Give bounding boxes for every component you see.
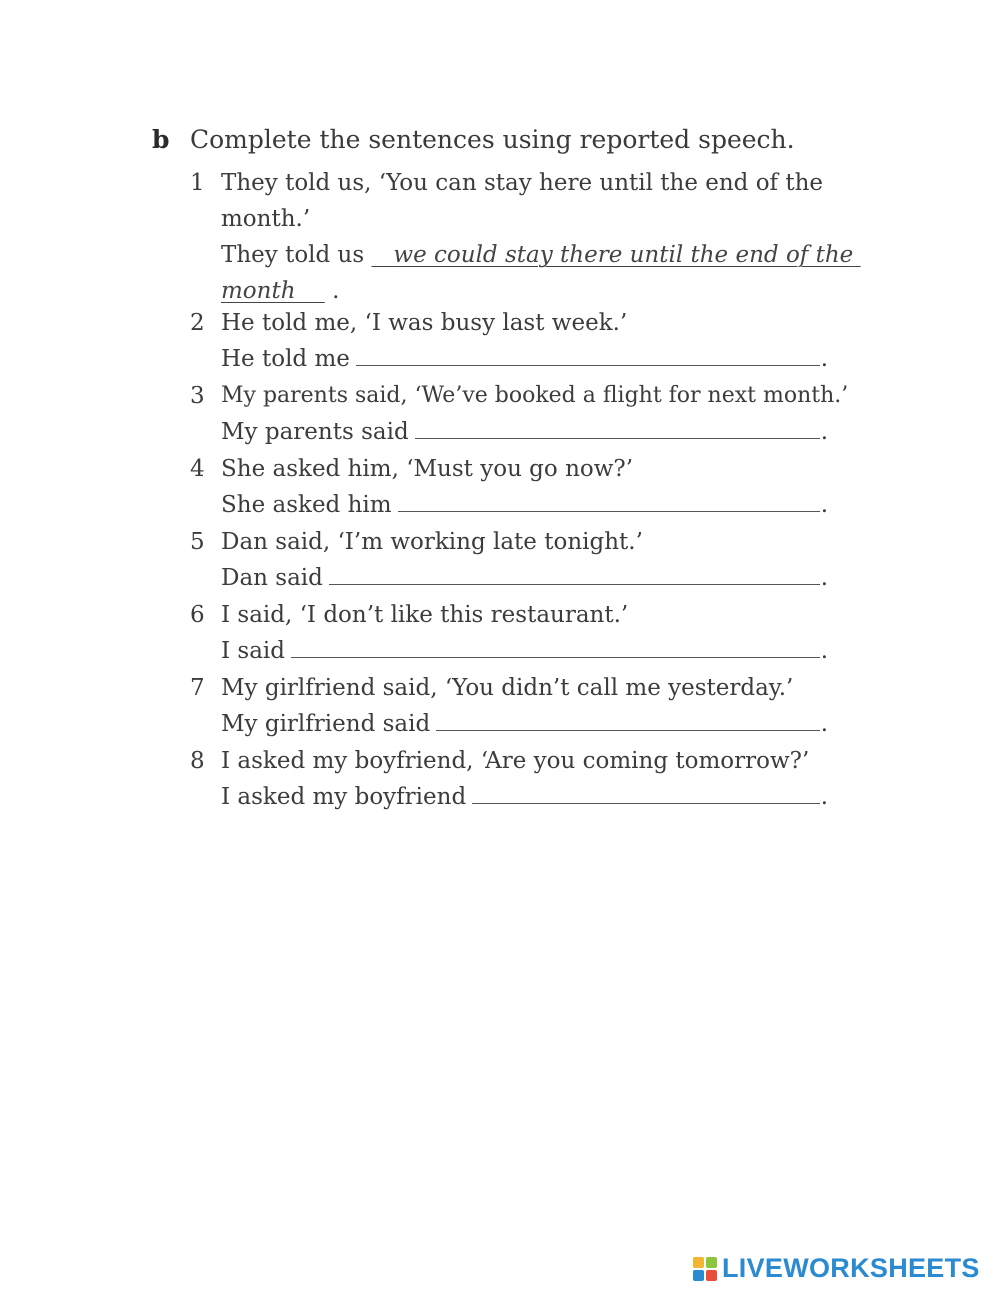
- item-stem: I said: [221, 638, 285, 664]
- answer-blank-4[interactable]: [398, 487, 820, 512]
- item-period: .: [820, 492, 828, 518]
- item-prompt: My parents said, ‘We’ve booked a flight for next month.’: [221, 383, 849, 408]
- item-prompt: My girlfriend said, ‘You didn’t call me yesterday.’: [221, 675, 794, 701]
- exercise-heading: [152, 120, 795, 160]
- exercise-item-1: [190, 165, 854, 309]
- item-period: .: [820, 711, 828, 737]
- item-number: 5: [190, 529, 205, 555]
- brand-name: LIVEWORKSHEETS: [722, 1253, 980, 1283]
- item-stem: I asked my boyfriend: [221, 784, 467, 810]
- item-prompt: He told me, ‘I was busy last week.’: [221, 310, 628, 336]
- item-prompt-continued: month.’: [221, 206, 311, 232]
- item-prompt: She asked him, ‘Must you go now?’: [221, 456, 634, 482]
- item-number: 8: [190, 748, 205, 774]
- item-number: 3: [190, 383, 205, 409]
- answer-blank-8[interactable]: [472, 779, 820, 804]
- item-number: 6: [190, 602, 205, 628]
- answer-blank-7[interactable]: [436, 706, 819, 731]
- exercise-item-2: [190, 305, 840, 377]
- exercise-item-8: [190, 743, 840, 815]
- example-answer-line-1: [221, 237, 861, 273]
- item-period: .: [820, 784, 828, 810]
- exercise-item-3: [190, 378, 849, 450]
- item-stem: Dan said: [221, 565, 323, 591]
- exercise-item-4: [190, 451, 840, 523]
- exercise-instruction: Complete the sentences using reported speech.: [190, 125, 795, 154]
- logo-square-icon: [693, 1257, 704, 1268]
- logo-square-icon: [706, 1257, 717, 1268]
- item-period: .: [820, 419, 828, 445]
- answer-blank-6[interactable]: [291, 633, 820, 658]
- item-stem: They told us: [221, 242, 365, 268]
- answer-blank-3[interactable]: [415, 414, 820, 439]
- answer-blank-2[interactable]: [356, 341, 820, 366]
- item-prompt: Dan said, ‘I’m working late tonight.’: [221, 529, 643, 555]
- item-stem: My parents said: [221, 419, 409, 445]
- item-number: 2: [190, 310, 205, 336]
- example-answer-text-cont: month: [221, 278, 296, 304]
- item-number: 4: [190, 456, 205, 482]
- item-period: .: [820, 346, 828, 372]
- liveworksheets-logo[interactable]: [693, 1253, 980, 1284]
- exercise-item-5: [190, 524, 840, 596]
- item-period: .: [332, 278, 340, 304]
- answer-blank-5[interactable]: [329, 560, 820, 585]
- item-period: .: [820, 638, 828, 664]
- liveworksheets-logo-icon: [693, 1257, 717, 1281]
- item-number: 1: [190, 170, 205, 196]
- item-prompt: I asked my boyfriend, ‘Are you coming tomorrow?’: [221, 748, 810, 774]
- example-answer-text: we could stay there until the end of the: [393, 242, 854, 268]
- item-stem: She asked him: [221, 492, 392, 518]
- exercise-item-7: [190, 670, 840, 742]
- exercise-letter: b: [152, 125, 170, 154]
- item-stem: He told me: [221, 346, 350, 372]
- exercise-item-6: [190, 597, 840, 669]
- logo-square-icon: [693, 1270, 704, 1281]
- example-answer-line-2: [221, 273, 339, 309]
- item-stem: My girlfriend said: [221, 711, 431, 737]
- item-period: .: [820, 565, 828, 591]
- item-prompt: They told us, ‘You can stay here until the end of the: [221, 170, 824, 196]
- item-prompt: I said, ‘I don’t like this restaurant.’: [221, 602, 629, 628]
- logo-square-icon: [706, 1270, 717, 1281]
- item-number: 7: [190, 675, 205, 701]
